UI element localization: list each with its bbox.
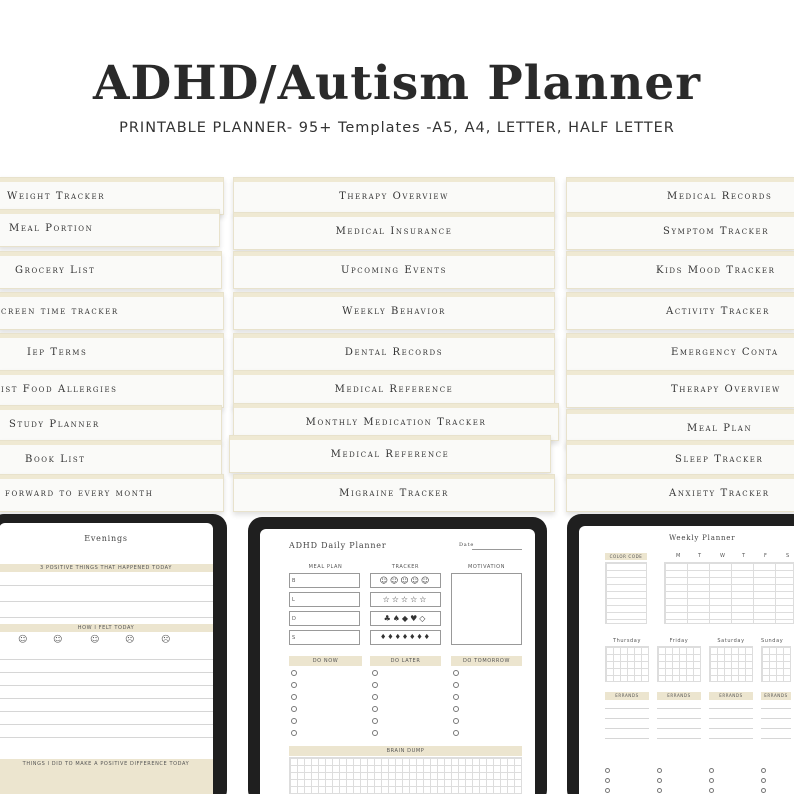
template-card: Anxiety Tracker [566, 474, 794, 512]
errand-line [761, 708, 791, 709]
habit-grid[interactable] [664, 562, 794, 624]
template-card: Meal Plan [566, 409, 794, 447]
day-grid[interactable] [605, 646, 649, 682]
template-card: Upcoming Events [233, 251, 555, 289]
checkbox[interactable] [761, 768, 766, 773]
checkbox[interactable] [453, 682, 459, 688]
divider [0, 724, 213, 725]
errands-banner: ERRANDS [709, 692, 753, 700]
checkbox[interactable] [761, 778, 766, 783]
day-grid[interactable] [761, 646, 791, 682]
template-card: Medical Insurance [233, 212, 555, 250]
template-card: ist Food Allergies [0, 370, 224, 408]
errands-banner: ERRANDS [605, 692, 649, 700]
meal-field[interactable]: B [289, 573, 360, 588]
errand-line [709, 728, 753, 729]
tablet-daily-planner [248, 517, 547, 794]
checkbox[interactable] [605, 778, 610, 783]
checkbox[interactable] [453, 730, 459, 736]
errand-line [605, 708, 649, 709]
template-card: Medical Records [566, 177, 794, 215]
tablet-evenings [0, 514, 227, 794]
page-title: ADHD/Autism Planner [93, 56, 701, 111]
errand-line [709, 718, 753, 719]
checkbox[interactable] [453, 706, 459, 712]
planner-title: ADHD Daily Planner [289, 541, 387, 550]
checkbox[interactable] [709, 788, 714, 793]
checkbox[interactable] [657, 768, 662, 773]
errands-banner: ERRANDS [761, 692, 791, 700]
template-card: Grocery List [0, 251, 222, 289]
date-line [472, 549, 522, 550]
template-card: Medical Reference [233, 370, 555, 408]
page-heading: Evenings [84, 534, 128, 543]
tablet-screen [260, 529, 535, 794]
checkbox[interactable] [605, 768, 610, 773]
template-card: Therapy Overview [233, 177, 555, 215]
date-label: Date [459, 542, 475, 548]
header [0, 0, 794, 170]
section-banner: THINGS I DID TO MAKE A POSITIVE DIFFERENCE TODAY [0, 759, 213, 794]
checkbox[interactable] [372, 694, 378, 700]
meal-field[interactable]: D [289, 611, 360, 626]
divider [0, 672, 213, 673]
water-tracker-row[interactable]: ♦♦♦♦♦♦♦ [370, 630, 441, 645]
template-card: creen time tracker [0, 292, 224, 330]
smile-face-icon: ☺ [18, 635, 28, 645]
template-card: Sleep Tracker [566, 440, 794, 478]
neutral-face-icon: ☺ [90, 635, 100, 645]
do-now-banner: DO NOW [289, 656, 362, 666]
checkbox[interactable] [657, 788, 662, 793]
star-tracker-row[interactable]: ☆☆☆☆☆ [370, 592, 441, 607]
checkbox[interactable] [605, 788, 610, 793]
errand-line [605, 718, 649, 719]
weekday-header: M T W T F S [676, 553, 790, 559]
template-card: Weight Tracker [0, 177, 224, 215]
template-card: Medical Reference [229, 435, 551, 473]
day-grid[interactable] [657, 646, 701, 682]
template-card: Emergency Conta [566, 333, 794, 371]
checkbox[interactable] [291, 670, 297, 676]
color-code-grid [605, 562, 647, 624]
checkbox[interactable] [372, 730, 378, 736]
activity-tracker-row[interactable]: ♣♠◆♥◇ [370, 611, 441, 626]
template-card: forward to every month [0, 474, 224, 512]
checkbox[interactable] [372, 706, 378, 712]
errand-line [761, 738, 791, 739]
upset-face-icon: ☹ [161, 635, 171, 645]
page-subtitle: PRINTABLE PLANNER- 95+ Templates -A5, A4, LETTER, HALF LETTER [119, 120, 675, 136]
checkbox[interactable] [291, 718, 297, 724]
divider [0, 659, 213, 660]
brain-dump-grid[interactable] [289, 757, 522, 794]
motivation-label: MOTIVATION [467, 564, 506, 570]
motivation-box[interactable] [451, 573, 522, 645]
mood-tracker-row[interactable]: ☺☺☺☺☺ [370, 573, 441, 588]
meal-field[interactable]: L [289, 592, 360, 607]
template-card: Meal Portion [0, 209, 220, 247]
planner-title: Weekly Planner [669, 534, 736, 542]
color-code-banner: COLOR CODE [605, 553, 647, 560]
sad-face-icon: ☹ [125, 635, 135, 645]
template-card: Monthly Medication Tracker [233, 403, 559, 441]
divider [0, 601, 213, 602]
divider [0, 617, 213, 618]
tablet-weekly-planner [567, 514, 794, 794]
day-grid[interactable] [709, 646, 753, 682]
errand-line [761, 728, 791, 729]
meal-field[interactable]: S [289, 630, 360, 645]
template-card: Book List [0, 440, 222, 478]
checkbox[interactable] [372, 682, 378, 688]
checkbox[interactable] [709, 768, 714, 773]
divider [0, 698, 213, 699]
divider [0, 585, 213, 586]
day-label: Saturday [717, 638, 745, 644]
checkbox[interactable] [761, 788, 766, 793]
errand-line [657, 738, 701, 739]
day-label: Thursday [612, 638, 642, 644]
template-card: Dental Records [233, 333, 555, 371]
checkbox[interactable] [291, 730, 297, 736]
section-banner: HOW I FELT TODAY [0, 624, 213, 632]
errand-line [709, 738, 753, 739]
checkbox[interactable] [291, 682, 297, 688]
template-card: Weekly Behavior [233, 292, 555, 330]
checkbox[interactable] [453, 718, 459, 724]
day-label: Friday [669, 638, 689, 644]
section-banner: 3 POSITIVE THINGS THAT HAPPENED TODAY [0, 564, 213, 572]
checkbox[interactable] [453, 694, 459, 700]
template-card: Migraine Tracker [233, 474, 555, 512]
template-card: Kids Mood Tracker [566, 251, 794, 289]
checkbox[interactable] [372, 718, 378, 724]
checkbox[interactable] [453, 670, 459, 676]
errands-banner: ERRANDS [657, 692, 701, 700]
meal-plan-label: MEAL PLAN [308, 564, 343, 570]
errand-line [709, 708, 753, 709]
divider [0, 711, 213, 712]
day-label: Sunday [761, 638, 784, 644]
divider [0, 685, 213, 686]
tracker-label: TRACKER [391, 564, 420, 570]
checkbox[interactable] [291, 706, 297, 712]
template-card: Activity Tracker [566, 292, 794, 330]
divider [0, 737, 213, 738]
checkbox[interactable] [372, 670, 378, 676]
checkbox[interactable] [291, 694, 297, 700]
brain-dump-banner: BRAIN DUMP [289, 746, 522, 756]
errand-line [605, 738, 649, 739]
happy-face-icon: ☺ [53, 635, 63, 645]
template-card: Study Planner [0, 405, 222, 443]
checkbox[interactable] [709, 778, 714, 783]
template-card: Symptom Tracker [566, 212, 794, 250]
do-tomorrow-banner: DO TOMORROW [451, 656, 522, 666]
do-later-banner: DO LATER [370, 656, 441, 666]
errand-line [761, 718, 791, 719]
tablet-screen [0, 523, 213, 794]
errand-line [605, 728, 649, 729]
template-card: Therapy Overview [566, 370, 794, 408]
errand-line [657, 708, 701, 709]
errand-line [657, 728, 701, 729]
template-card: Iep Terms [0, 333, 224, 371]
checkbox[interactable] [657, 778, 662, 783]
errand-line [657, 718, 701, 719]
tablet-screen [579, 526, 794, 794]
